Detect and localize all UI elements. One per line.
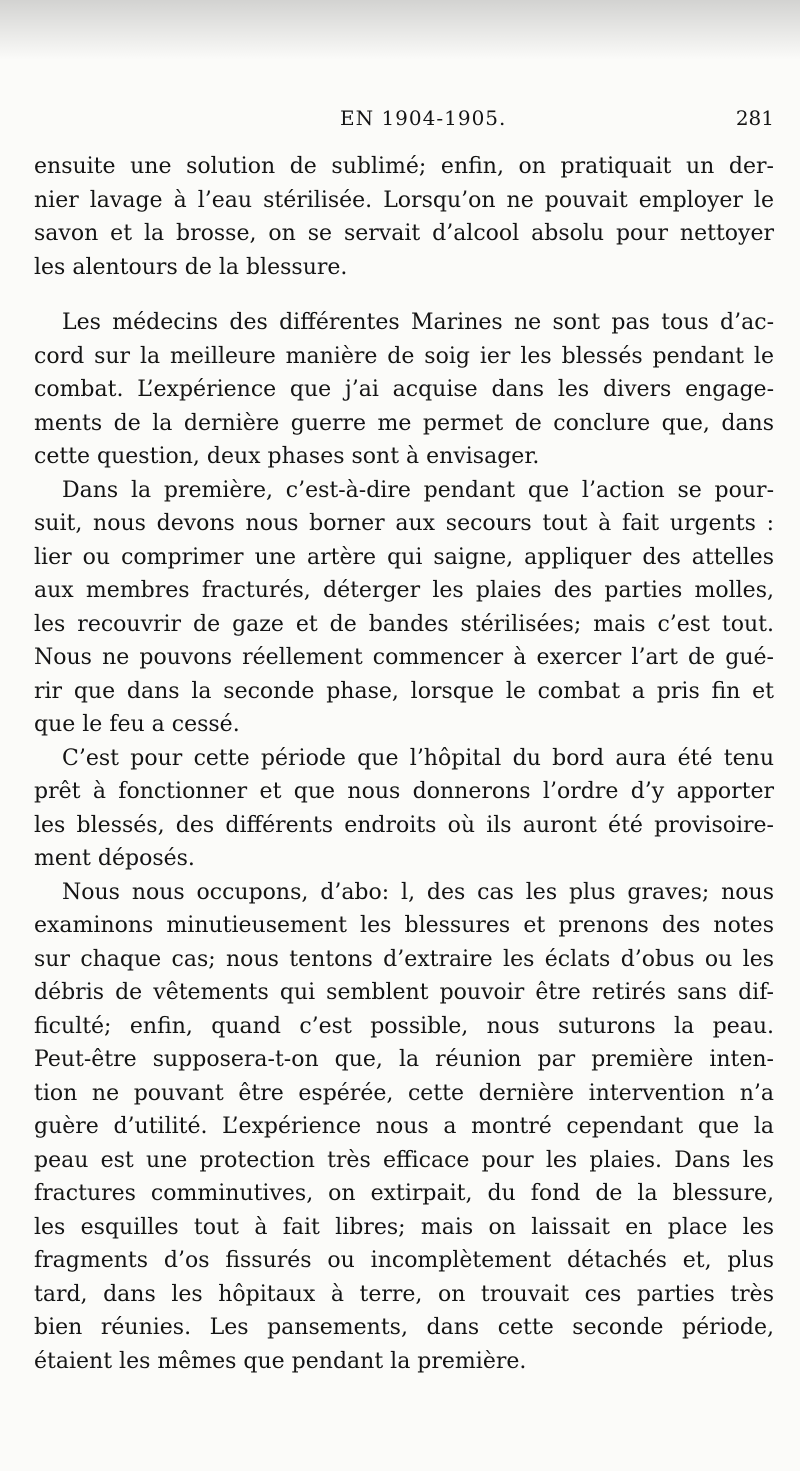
text-line: les recouvrir de gaze et de bandes stérilisées; mais c’est tout.	[34, 611, 774, 637]
text-line: Les médecins des différentes Marines ne sont pas tous d’ac-	[62, 310, 774, 335]
text-line: Nous nous occupons, d’abo: l, des cas les plus graves; nous	[62, 879, 774, 905]
text-line: nier lavage à l’eau stérilisée. Lorsqu’on ne pouvait employer le	[34, 187, 774, 213]
running-head: EN 1904-1905.	[340, 106, 507, 130]
text-line: rir que dans la seconde phase, lorsque le combat a pris fin et	[34, 678, 774, 704]
page-number: 281	[735, 106, 774, 130]
text-line: ments de la dernière guerre me permet de conclure que, dans	[34, 410, 774, 436]
page-header	[34, 106, 774, 140]
text-line: Nous ne pouvons réellement commencer à exercer l’art de gué-	[34, 645, 774, 670]
text-line: que le feu a cessé.	[34, 712, 240, 737]
paragraph-gap	[34, 284, 774, 306]
text-line: débris de vêtements qui semblent pouvoir être retirés sans dif-	[34, 980, 774, 1005]
text-line: sur chaque cas; nous tentons d’extraire les éclats d’obus ou les	[34, 946, 774, 972]
scan-shadow	[0, 0, 800, 60]
text-line: suit, nous devons nous borner aux secours tout à fait urgents :	[34, 511, 774, 536]
text-line: peau est une protection très efficace pour les plaies. Dans les	[34, 1147, 774, 1173]
text-line: guère d’utilité. L’expérience nous a montré cependant que la	[34, 1114, 774, 1139]
text-line: C’est pour cette période que l’hôpital du bord aura été tenu	[62, 745, 774, 771]
text-line: fractures comminutives, on extirpait, du fond de la blessure,	[34, 1181, 774, 1206]
paragraph	[34, 306, 774, 474]
text-line: les blessés, des différents endroits où ils auront été provisoire-	[34, 812, 774, 838]
text-line: bien réunies. Les pansements, dans cette seconde période,	[34, 1315, 774, 1340]
text-line: prêt à fonctionner et que nous donnerons l’ordre d’y apporter	[34, 779, 774, 804]
text-line: tard, dans les hôpitaux à terre, on trouvait ces parties très	[34, 1281, 774, 1307]
text-line: aux membres fracturés, déterger les plaies des parties molles,	[34, 578, 774, 603]
paragraph	[34, 742, 774, 876]
text-line: ment déposés.	[34, 846, 195, 871]
body-text	[34, 150, 774, 1378]
text-line: étaient les mêmes que pendant la première.	[34, 1348, 527, 1374]
text-line: savon et la brosse, on se servait d’alcool absolu pour nettoyer	[34, 221, 774, 246]
paragraph	[34, 150, 774, 284]
text-line: examinons minutieusement les blessures et prenons des notes	[34, 913, 774, 938]
text-line: les alentours de la blessure.	[34, 254, 348, 280]
paragraph	[34, 876, 774, 1379]
text-line: cette question, deux phases sont à envisager.	[34, 444, 540, 469]
text-line: tion ne pouvant être espérée, cette dernière intervention n’a	[34, 1080, 774, 1106]
text-line: cord sur la meilleure manière de soig ier les blessés pendant le	[34, 343, 774, 369]
text-line: lier ou comprimer une artère qui saigne, appliquer des attelles	[34, 544, 774, 570]
text-line: Dans la première, c’est-à-dire pendant que l’action se pour-	[62, 477, 774, 503]
text-line: ficulté; enfin, quand c’est possible, nous suturons la peau.	[34, 1013, 774, 1039]
paragraph	[34, 474, 774, 742]
text-line: ensuite une solution de sublimé; enfin, on pratiquait un der-	[34, 154, 774, 179]
text-line: les esquilles tout à fait libres; mais on laissait en place les	[34, 1214, 774, 1240]
text-line: combat. L’expérience que j’ai acquise dans les divers engage-	[34, 377, 774, 402]
text-line: Peut-être supposera-t-on que, la réunion par première inten-	[34, 1047, 774, 1072]
text-line: fragments d’os fissurés ou incomplètement détachés et, plus	[34, 1248, 774, 1273]
